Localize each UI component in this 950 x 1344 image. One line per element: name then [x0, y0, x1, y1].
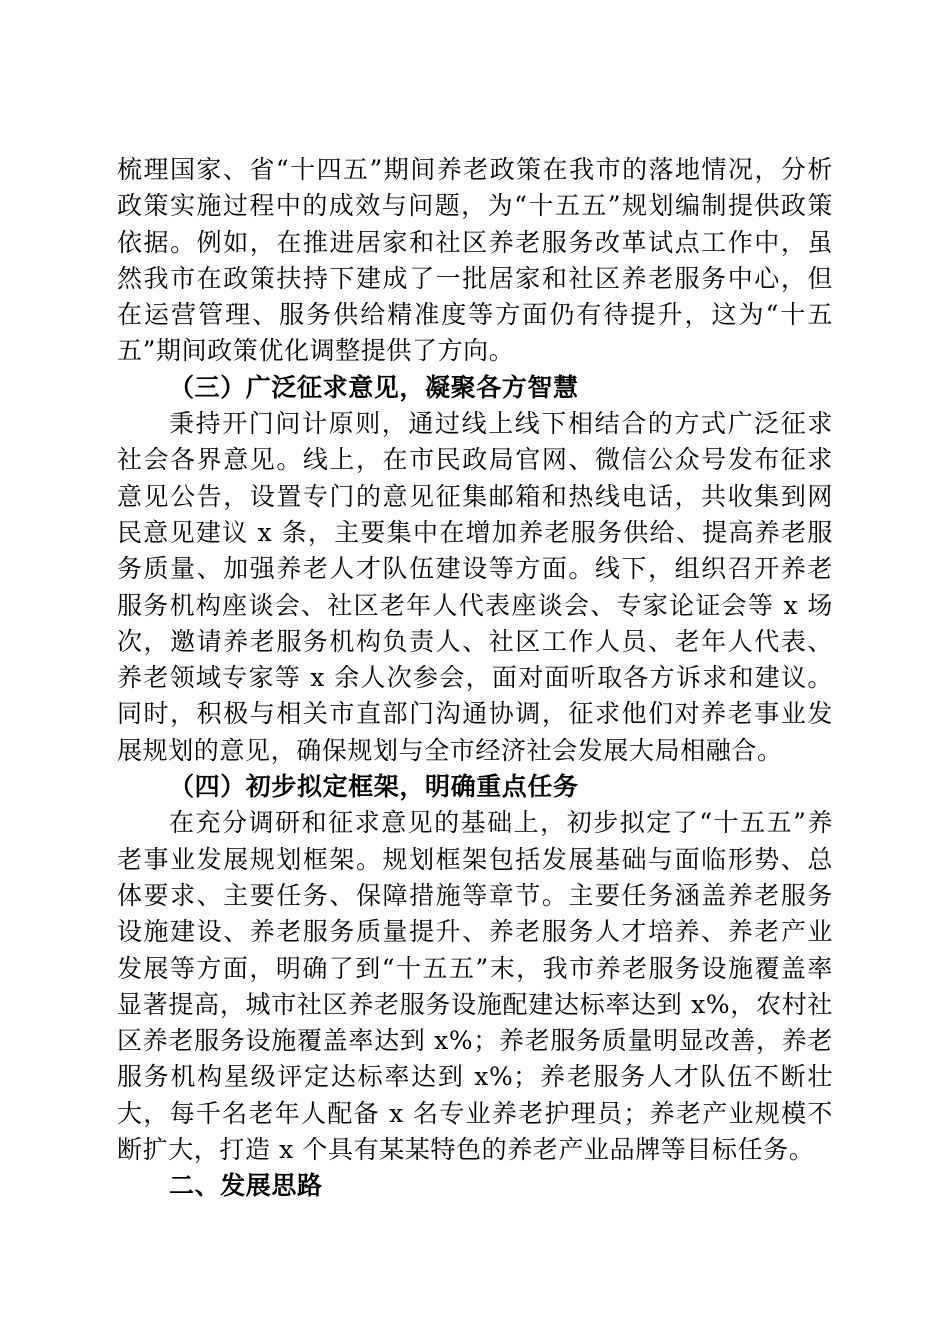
chapter-heading-2: 二、发展思路 — [169, 1171, 323, 1201]
paragraph-policy-review: 梳理国家、省“十四五”期间养老政策在我市的落地情况，分析政策实施过程中的成效与问题，为“十五五”规划编制提供政策依据。例如，在推进居家和社区养老服务改革试点工作中，虽然我市在政策扶持下建成了一批居家和社区养老服务中心，但在运营管理、服务供给精准度等方面仍有待提升，这为“十五五”期间政策优化调整提供了方向。 — [117, 155, 833, 366]
section-heading-3: （三）广泛征求意见，凝聚各方智慧 — [169, 372, 579, 402]
paragraph-solicit-opinions: 秉持开门问计原则，通过线上线下相结合的方式广泛征求社会各界意见。线上，在市民政局官网、微信公众号发布征求意见公告，设置专门的意见征集邮箱和热线电话，共收集到网民意见建议 x 条，主要集中在增加养老服务供给、提高养老服务质量、加强养老人才队伍建设等方面。线下，组织召开养老服务机构座谈会、社区老年人代表座谈会、专家论证会等 x 场次，邀请养老服务机构负责人、社区工作人员、老年人代表、养老领域专家等 x 余人次参会，面对面听取各方诉求和建议。同时，积极与相关市直部门沟通协调，征求他们对养老事业发展规划的意见，确保规划与全市经济社会发展大局相融合。 — [117, 409, 833, 765]
section-heading-4: （四）初步拟定框架，明确重点任务 — [169, 772, 579, 802]
paragraph-framework: 在充分调研和征求意见的基础上，初步拟定了“十五五”养老事业发展规划框架。规划框架包括发展基础与面临形势、总体要求、主要任务、保障措施等章节。主要任务涵盖养老服务设施建设、养老服务质量提升、养老服务人才培养、养老产业发展等方面，明确了到“十五五”末，我市养老服务设施覆盖率显著提高，城市社区养老服务设施配建达标率达到 x%，农村社区养老服务设施覆盖率达到 x%；养老服务质量明显改善，养老服务机构星级评定达标率达到 x%；养老服务人才队伍不断壮大，每千名老年人配备 x 名专业养老护理员；养老产业规模不断扩大，打造 x 个具有某某特色的养老产业品牌等目标任务。 — [117, 808, 833, 1165]
document-body — [117, 152, 833, 1205]
